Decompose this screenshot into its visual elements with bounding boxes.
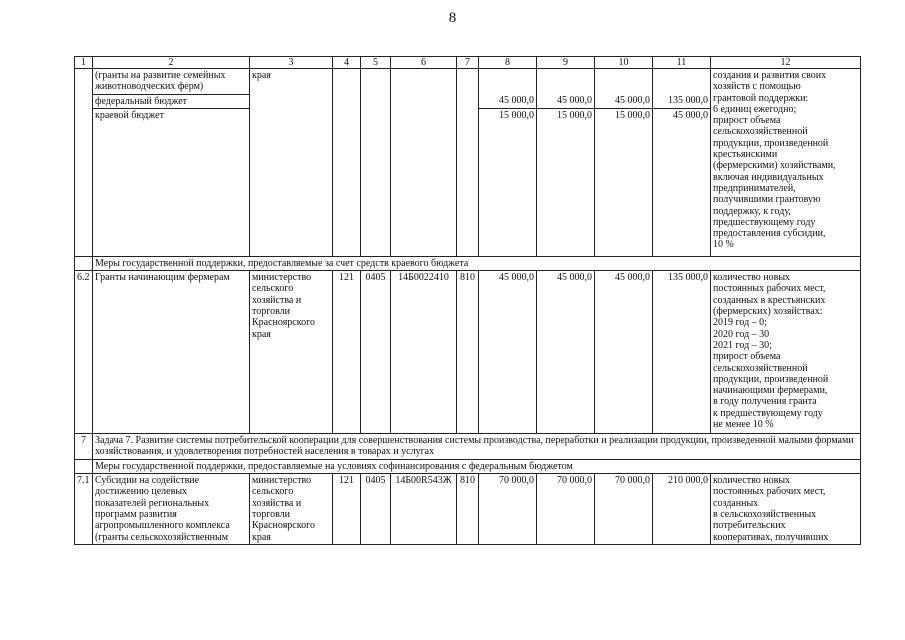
col-header: 7	[457, 57, 479, 69]
row-number-cell: 6.2	[75, 271, 93, 434]
code-cell: 0405	[361, 474, 391, 545]
value-cell: 210 000,0	[653, 474, 711, 545]
value-cell: 45 000,0	[537, 271, 595, 434]
code-cell: 810	[457, 271, 479, 434]
executor-cell: края	[250, 69, 333, 257]
table-row	[75, 69, 861, 95]
value-cell: 135 000,0	[653, 94, 711, 108]
col-header: 2	[93, 57, 250, 69]
result-cell: создания и развития своих хозяйств с помощью грантовой поддержки: 6 единиц ежегодно; прирост объема сельскохозяйственной продукции, произведенной крестьянскими (фермерскими) хозяйствами, включая индивидуальных предпринимателей, получившими грантовую поддержку, к году, предшествующему году предоставления субсидии, 10 %	[711, 69, 861, 257]
col-header: 5	[361, 57, 391, 69]
value-cell: 45 000,0	[479, 271, 537, 434]
executor-cell: министерство сельского хозяйства и торговли Красноярского края	[250, 474, 333, 545]
value-cell: 70 000,0	[595, 474, 653, 545]
col-header: 8	[479, 57, 537, 69]
table-row	[75, 271, 861, 434]
value-cell: 45 000,0	[595, 94, 653, 108]
code-cell: 121	[333, 474, 361, 545]
section-row	[75, 459, 861, 473]
result-cell: количество новых постоянных рабочих мест, созданных в сельскохозяйственных потребительских кооперативах, получивших	[711, 474, 861, 545]
value-cell: 70 000,0	[479, 474, 537, 545]
budget-label: краевой бюджет	[93, 108, 250, 256]
value-cell: 45 000,0	[537, 94, 595, 108]
col-header: 3	[250, 57, 333, 69]
task-row	[75, 434, 861, 460]
measure-name-cell: Субсидии на содействие достижению целевых показателей региональных программ развития агропромышленного комплекса (гранты сельскохозяйственным	[93, 474, 250, 545]
row-number-cell: 7.1	[75, 474, 93, 545]
cell	[333, 69, 361, 257]
col-header: 12	[711, 57, 861, 69]
cell	[75, 459, 93, 473]
code-cell: 14Б0022410	[391, 271, 457, 434]
value-cell: 45 000,0	[479, 94, 537, 108]
cell	[391, 69, 457, 257]
row-number-cell: 7	[75, 434, 93, 460]
code-cell: 121	[333, 271, 361, 434]
value-cell: 45 000,0	[595, 271, 653, 434]
section-row	[75, 256, 861, 270]
table-row	[75, 474, 861, 545]
value-cell: 15 000,0	[595, 108, 653, 256]
code-cell: 14Б00R543Ж	[391, 474, 457, 545]
measure-name-cell: Гранты начинающим фермерам	[93, 271, 250, 434]
column-number-row	[75, 57, 861, 69]
value-cell: 15 000,0	[479, 108, 537, 256]
cell	[537, 69, 595, 95]
task-title: Задача 7. Развитие системы потребительской кооперации для совершенствования системы производства, переработки и реализации продукции, произведенной малыми формами хозяйствования, и удовлетворения потребностей населения в товарах и услугах	[93, 434, 861, 460]
col-header: 1	[75, 57, 93, 69]
cell	[595, 69, 653, 95]
value-cell: 45 000,0	[653, 108, 711, 256]
col-header: 9	[537, 57, 595, 69]
code-cell: 0405	[361, 271, 391, 434]
page-number: 8	[448, 10, 457, 26]
budget-label: федеральный бюджет	[93, 94, 250, 108]
result-cell: количество новых постоянных рабочих мест, созданных в крестьянских (фермерских) хозяйствах: 2019 год – 0; 2020 год – 30 2021 год – 30; прирост объема сельскохозяйственной продукции, произведенной начинающими фермерами, в году получения гранта к предшествующему году не менее 10 %	[711, 271, 861, 434]
col-header: 4	[333, 57, 361, 69]
cell	[653, 69, 711, 95]
value-cell: 15 000,0	[537, 108, 595, 256]
col-header: 11	[653, 57, 711, 69]
executor-cell: министерство сельского хозяйства и торговли Красноярского края	[250, 271, 333, 434]
value-cell: 135 000,0	[653, 271, 711, 434]
col-header: 10	[595, 57, 653, 69]
cell	[479, 69, 537, 95]
measure-name-cell: (гранты на развитие семейных животноводческих ферм)	[93, 69, 250, 95]
cell	[457, 69, 479, 257]
value-cell: 70 000,0	[537, 474, 595, 545]
cell	[361, 69, 391, 257]
code-cell: 810	[457, 474, 479, 545]
row-number-cell	[75, 69, 93, 257]
section-title: Меры государственной поддержки, предоставляемые на условиях софинансирования с федеральным бюджетом	[93, 459, 861, 473]
section-title: Меры государственной поддержки, предоставляемые за счет средств краевого бюджета	[93, 256, 861, 270]
program-table	[74, 56, 861, 545]
cell	[75, 256, 93, 270]
col-header: 6	[391, 57, 457, 69]
